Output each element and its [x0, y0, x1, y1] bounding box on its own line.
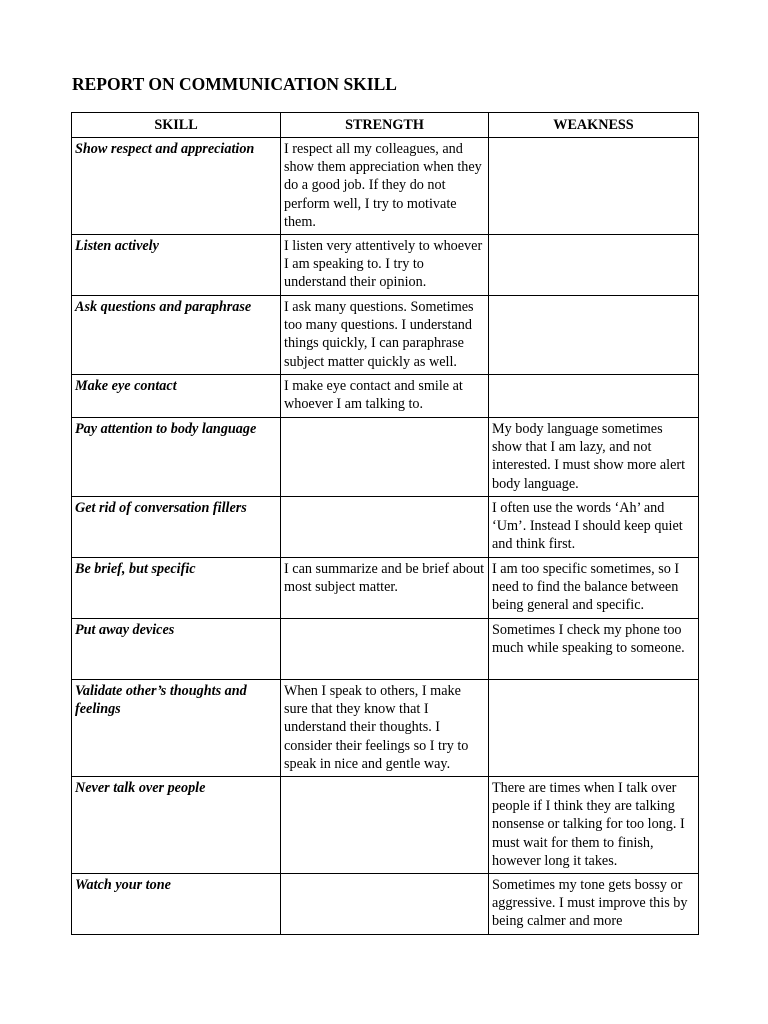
skill-cell: Watch your tone: [72, 874, 281, 935]
table-row: [72, 777, 699, 874]
table-row: [72, 375, 699, 418]
skills-table: [71, 112, 699, 935]
skill-cell: Get rid of conversation fillers: [72, 497, 281, 558]
table-row: [72, 418, 699, 497]
header-strength: STRENGTH: [281, 113, 489, 138]
strength-cell: [281, 777, 489, 874]
strength-cell: I listen very attentively to whoever I am speaking to. I try to understand their opinion.: [281, 235, 489, 296]
table-row: [72, 235, 699, 296]
strength-cell: [281, 619, 489, 680]
weakness-cell: I am too specific sometimes, so I need to find the balance between being general and specific.: [489, 558, 699, 619]
strength-cell: I make eye contact and smile at whoever I am talking to.: [281, 375, 489, 418]
weakness-cell: [489, 138, 699, 235]
table-header-row: [72, 113, 699, 138]
table-row: [72, 680, 699, 777]
skill-cell: Put away devices: [72, 619, 281, 680]
strength-cell: [281, 874, 489, 935]
table-row: [72, 296, 699, 375]
weakness-cell: I often use the words ‘Ah’ and ‘Um’. Instead I should keep quiet and think first.: [489, 497, 699, 558]
table-row: [72, 497, 699, 558]
skill-cell: Never talk over people: [72, 777, 281, 874]
table-row: [72, 138, 699, 235]
strength-cell: [281, 418, 489, 497]
table-row: [72, 558, 699, 619]
skill-cell: Be brief, but specific: [72, 558, 281, 619]
skill-cell: Make eye contact: [72, 375, 281, 418]
weakness-cell: My body language sometimes show that I am lazy, and not interested. I must show more alert body language.: [489, 418, 699, 497]
skill-cell: Pay attention to body language: [72, 418, 281, 497]
table-row: [72, 619, 699, 680]
header-skill: SKILL: [72, 113, 281, 138]
weakness-cell: [489, 680, 699, 777]
strength-cell: I can summarize and be brief about most subject matter.: [281, 558, 489, 619]
weakness-cell: [489, 235, 699, 296]
strength-cell: [281, 497, 489, 558]
weakness-cell: [489, 375, 699, 418]
skill-cell: Show respect and appreciation: [72, 138, 281, 235]
weakness-cell: Sometimes my tone gets bossy or aggressive. I must improve this by being calmer and more: [489, 874, 699, 935]
strength-cell: I ask many questions. Sometimes too many questions. I understand things quickly, I can paraphrase subject matter quickly as well.: [281, 296, 489, 375]
table-row: [72, 874, 699, 935]
skill-cell: Validate other’s thoughts and feelings: [72, 680, 281, 777]
skill-cell: Listen actively: [72, 235, 281, 296]
skill-cell: Ask questions and paraphrase: [72, 296, 281, 375]
page-title: REPORT ON COMMUNICATION SKILL: [72, 74, 397, 94]
weakness-cell: [489, 296, 699, 375]
strength-cell: When I speak to others, I make sure that they know that I understand their thoughts. I consider their feelings so I try to speak in nice and gentle way.: [281, 680, 489, 777]
weakness-cell: Sometimes I check my phone too much while speaking to someone.: [489, 619, 699, 680]
header-weakness: WEAKNESS: [489, 113, 699, 138]
strength-cell: I respect all my colleagues, and show them appreciation when they do a good job. If they do not perform well, I try to motivate them.: [281, 138, 489, 235]
weakness-cell: There are times when I talk over people if I think they are talking nonsense or talking for too long. I must wait for them to finish, however long it takes.: [489, 777, 699, 874]
